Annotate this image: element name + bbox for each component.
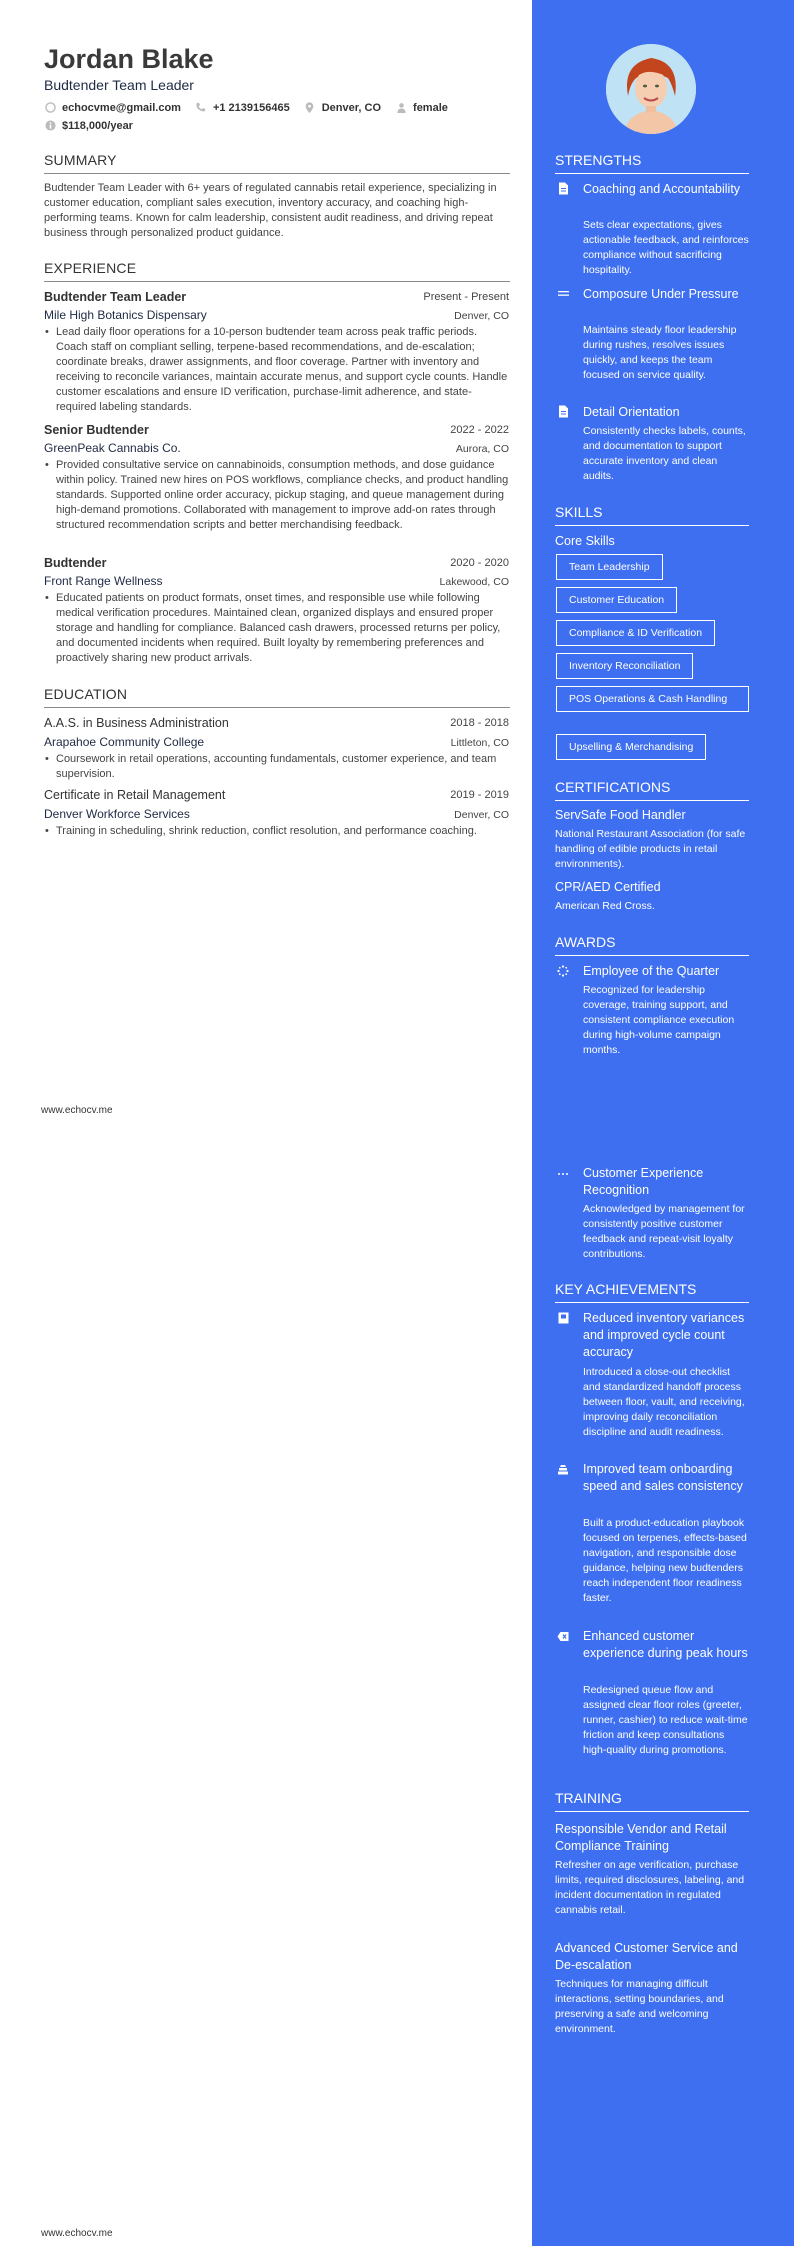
achievement-title: Enhanced customer experience during peak hours <box>583 1629 748 1660</box>
education-heading: EDUCATION <box>44 686 510 708</box>
skill-tag: Inventory Reconciliation <box>556 653 693 679</box>
stack-icon <box>557 1464 569 1478</box>
contact-phone[interactable]: +1 2139156465 <box>195 102 290 114</box>
job-company: Mile High Botanics Dispensary <box>44 308 207 322</box>
job-title: Budtender <box>44 556 107 570</box>
strength-title: Composure Under Pressure <box>583 287 739 301</box>
award-title: Employee of the Quarter <box>583 964 720 978</box>
job-dates: 2022 - 2022 <box>450 424 509 436</box>
education-description: • Training in scheduling, shrink reduction, conflict resolution, and performance coaching. <box>56 824 510 839</box>
strength-title: Detail Orientation <box>583 405 680 419</box>
job-description: • Provided consultative service on cannabinoids, consumption methods, and dose guidance within policy. Trained new hires on POS workflows, compliance checks, and product handling standards. Supported online order accuracy, pickup staging, and queue management during high-demand promotions. Collaborated with management to improve add-on rates through structured recommendation scripts and better merchandising feedback. <box>56 458 510 533</box>
skill-tag: POS Operations & Cash Handling <box>556 686 749 712</box>
job-title: Senior Budtender <box>44 423 149 437</box>
summary-text: Budtender Team Leader with 6+ years of regulated cannabis retail experience, specializing in customer education, compliant sales execution, inventory accuracy, and coaching high-performing teams. Known for calm leadership, consistent audit readiness, and driving repeat business through personalized product guidance. <box>44 182 497 239</box>
certification-title: ServSafe Food Handler <box>555 808 686 822</box>
strength-title: Coaching and Accountability <box>583 182 741 196</box>
candidate-name: Jordan Blake <box>44 44 214 74</box>
salary-icon <box>44 120 56 132</box>
backspace-icon <box>557 1631 569 1645</box>
achievement-title: Improved team onboarding speed and sales consistency <box>583 1462 743 1493</box>
achievement-text: Introduced a close-out checklist and standardized handoff process between floor, vault, and receiving, improving daily reconciliation discipline and audit readiness. <box>583 1366 745 1438</box>
school-name: Denver Workforce Services <box>44 807 190 821</box>
training-heading: TRAINING <box>555 1790 749 1812</box>
skills-heading: SKILLS <box>555 504 749 526</box>
school-name: Arapahoe Community College <box>44 735 205 749</box>
avatar <box>606 44 696 134</box>
strength-text: Sets clear expectations, gives actionable feedback, and reinforces compliance without sacrificing hospitality. <box>583 219 749 276</box>
achievement-text: Redesigned queue flow and assigned clear floor roles (greeter, runner, cashier) to reduce wait-time friction and keep consultations high-quality during promotions. <box>583 1684 748 1756</box>
training-title: Advanced Customer Service and De-escalation <box>555 1941 738 1972</box>
education-dates: 2018 - 2018 <box>450 717 509 729</box>
ellipsis-icon <box>557 1168 569 1182</box>
job-location: Denver, CO <box>454 310 509 322</box>
spinner-icon <box>557 965 569 979</box>
training-text: Techniques for managing difficult interactions, setting boundaries, and preserving a safe and welcoming environment. <box>555 1978 724 2035</box>
education-dates: 2019 - 2019 <box>450 789 509 801</box>
experience-heading: EXPERIENCE <box>44 260 510 282</box>
skill-tag: Team Leadership <box>556 554 663 580</box>
footer-url[interactable]: www.echocv.me <box>41 2228 113 2239</box>
degree-title: A.A.S. in Business Administration <box>44 716 229 730</box>
award-text: Recognized for leadership coverage, training support, and consistent compliance execution during high-volume campaign months. <box>583 984 735 1056</box>
phone-icon <box>195 102 207 114</box>
certification-title: CPR/AED Certified <box>555 880 661 894</box>
training-title: Responsible Vendor and Retail Compliance Training <box>555 1822 727 1853</box>
summary-heading: SUMMARY <box>44 152 510 174</box>
award-text: Acknowledged by management for consistently positive customer feedback and repeat-visit loyalty contributions. <box>583 1203 745 1260</box>
candidate-title: Budtender Team Leader <box>44 77 194 93</box>
certification-text: American Red Cross. <box>555 900 655 912</box>
location-icon <box>304 102 316 114</box>
job-company: Front Range Wellness <box>44 574 163 588</box>
certification-text: National Restaurant Association (for safe handling of edible products in retail environments). <box>555 828 746 870</box>
achievement-title: Reduced inventory variances and improved cycle count accuracy <box>583 1311 745 1359</box>
job-company: GreenPeak Cannabis Co. <box>44 441 181 455</box>
certifications-heading: CERTIFICATIONS <box>555 779 749 801</box>
job-description: • Lead daily floor operations for a 10-person budtender team across peak traffic periods. Coach staff on compliant selling, terpene-based recommendations, and de-escalation; coordinate breaks, drawer assignments, and floor coverage. Partner with inventory and receiving to reconcile variances, maintain accurate menus, and support cycle counts. Handle customer escalations and ensure ID verification, purchase-limit adherence, and state-required labeling standards. <box>56 325 510 415</box>
school-location: Littleton, CO <box>450 737 509 749</box>
email-icon <box>44 102 56 114</box>
contact-location: Denver, CO <box>304 102 381 114</box>
achievement-text: Built a product-education playbook focused on terpenes, effects-based navigation, and responsible dose guidance, helping new budtenders reach independent floor readiness faster. <box>583 1517 747 1604</box>
awards-heading: AWARDS <box>555 934 749 956</box>
award-title: Customer Experience Recognition <box>583 1166 704 1197</box>
equals-icon <box>557 287 569 301</box>
job-location: Lakewood, CO <box>439 576 509 588</box>
degree-title: Certificate in Retail Management <box>44 788 226 802</box>
job-title: Budtender Team Leader <box>44 290 187 304</box>
training-text: Refresher on age verification, purchase limits, required disclosures, labeling, and incident documentation in regulated cannabis retail. <box>555 1859 745 1916</box>
skills-group-label: Core Skills <box>555 534 615 548</box>
book-icon <box>557 1312 569 1326</box>
footer-url[interactable]: www.echocv.me <box>41 1105 113 1116</box>
school-location: Denver, CO <box>454 809 509 821</box>
strength-text: Consistently checks labels, counts, and documentation to support accurate inventory and clean audits. <box>583 425 746 482</box>
strengths-heading: STRENGTHS <box>555 152 749 174</box>
job-description: • Educated patients on product formats, onset times, and responsible use while following medical verification procedures. Maintained clean, organized displays and ensured proper storage and handling for compliance. Balanced cash drawers, processed returns per policy, and documented incidents when required. Built loyalty by remembering preferences and proactively sharing new product arrivals. <box>56 591 510 666</box>
achievements-heading: KEY ACHIEVEMENTS <box>555 1281 749 1303</box>
job-dates: Present - Present <box>423 291 509 303</box>
document-icon <box>557 182 569 196</box>
contact-gender: female <box>395 102 448 114</box>
contact-info <box>44 99 514 135</box>
skill-tag: Customer Education <box>556 587 677 613</box>
education-description: • Coursework in retail operations, accounting fundamentals, customer experience, and team supervision. <box>56 752 510 782</box>
skill-tag: Compliance & ID Verification <box>556 620 715 646</box>
strength-text: Maintains steady floor leadership during rushes, resolves issues quickly, and keeps the team focused on service quality. <box>583 324 737 381</box>
contact-salary: $118,000/year <box>44 120 133 132</box>
document-icon <box>557 405 569 419</box>
contact-email[interactable]: echocvme@gmail.com <box>44 102 181 114</box>
skill-tag: Upselling & Merchandising <box>556 734 706 760</box>
job-dates: 2020 - 2020 <box>450 557 509 569</box>
person-icon <box>395 102 407 114</box>
job-location: Aurora, CO <box>455 443 509 455</box>
